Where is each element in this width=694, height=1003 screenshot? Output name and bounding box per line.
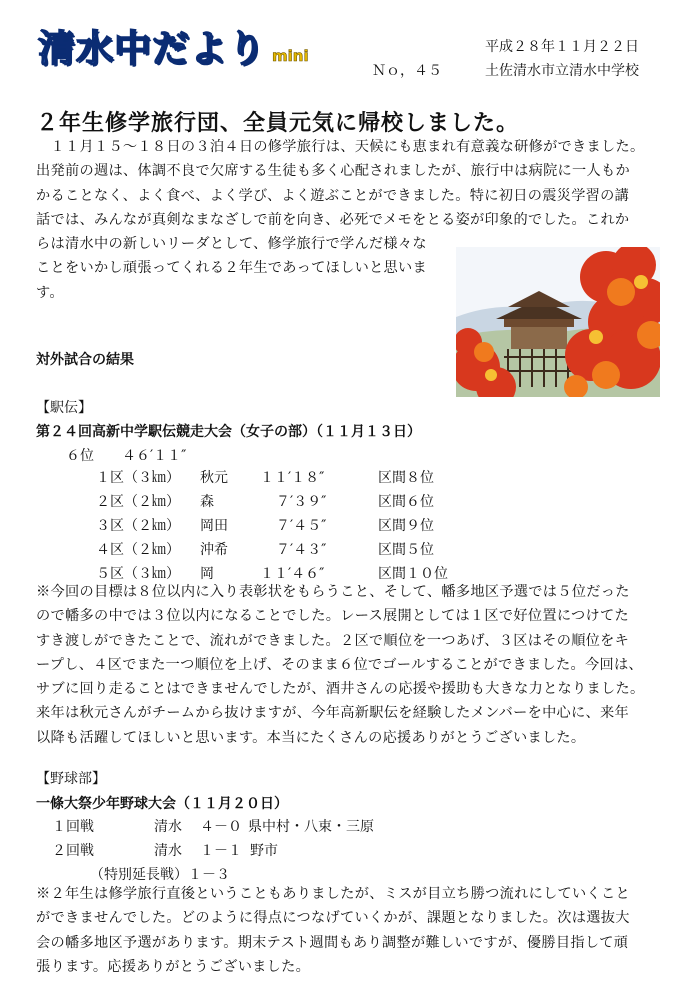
section-title: 対外試合の結果 (36, 352, 134, 368)
ekiden-comment (36, 580, 666, 750)
runner-name: 秋元 (200, 470, 228, 486)
leg-time: １１′４６″ (260, 566, 325, 582)
comment-line: ※２年生は修学旅行直後ということもありましたが、ミスが目立ち勝つ流れにしていくこと (36, 886, 630, 902)
baseball-header: 【野球部】 (36, 771, 106, 787)
table-row (0, 467, 694, 491)
game-opponent: 県中村・八束・三原 (248, 819, 374, 835)
ekiden-result: ６位 ４６′１１″ (66, 448, 187, 464)
comment-line: ができませんでした。どのように得点につなげていくかが、課題となりました。次は選抜大 (36, 910, 630, 927)
game-team: 清水 (154, 843, 182, 859)
intro-line: 出発前の週は、体調不良で欠席する生徒も多く心配されましたが、旅行中は病院に一人もか (36, 163, 630, 180)
game-round: １回戦 (52, 819, 94, 835)
comment-line: 来年は秋元さんがチームから抜けますが、今年高新駅伝を経験したメンバーを中心に、来年 (36, 705, 629, 722)
intro-line: らは清水中の新しいリーダとして、修学旅行で学んだ様々な (36, 236, 427, 253)
runner-name: 森 (200, 494, 214, 510)
ekiden-legs-table (0, 467, 694, 587)
table-row (0, 816, 694, 840)
ekiden-header: 【駅伝】 (36, 400, 92, 416)
leg-rank: 区間９位 (378, 518, 434, 534)
masthead (38, 18, 309, 74)
table-row (0, 840, 694, 864)
intro-line: かることなく、よく食べ、よく学び、よく遊ぶことができました。特に初日の震災学習の講 (36, 187, 630, 204)
game-score: １－１ (200, 843, 242, 859)
comment-line: ので幡多の中では３位以内になることでした。レース展開としては１区で好位置につけてた (36, 608, 629, 625)
temple-autumn-illustration (456, 247, 660, 397)
leg-time: ７′４５″ (276, 518, 327, 534)
runner-name: 沖希 (200, 542, 228, 558)
comment-line: サブに回り走ることはできませんでしたが、酒井さんの応援や援助も大きな力となりました。 (36, 681, 645, 698)
leg-rank: 区間６位 (378, 494, 434, 510)
leg-rank: 区間８位 (378, 470, 434, 486)
masthead-sub: mini (272, 47, 309, 65)
game-score: ４－０ (200, 819, 242, 835)
baseball-comment (36, 882, 666, 979)
leg-time: １１′１８″ (260, 470, 325, 486)
leg-label: ３区（２㎞） (96, 518, 180, 534)
leg-rank: 区間１０位 (378, 566, 448, 582)
runner-name: 岡 (200, 566, 214, 582)
table-row (0, 491, 694, 515)
game-opponent: 野市 (250, 843, 278, 859)
table-row (0, 515, 694, 539)
issue-number: Ｎｏ，４５ (372, 63, 442, 79)
ekiden-event: 第２４回高新中学駅伝競走大会（女子の部）（１１月１３日） (36, 424, 421, 440)
intro-line: １１月１５～１８日の３泊４日の修学旅行は、天候にも恵まれ有意義な研修ができました。 (36, 139, 645, 155)
masthead-title: 清水中だより (38, 27, 266, 70)
comment-line: 張ります。応援ありがとうございました。 (36, 958, 311, 975)
comment-line: ※今回の目標は８位以内に入り表彰状をもらうこと、そして、幡多地区予選では５位だった (36, 584, 630, 600)
leg-time: ７′３９″ (276, 494, 327, 510)
headline: ２年生修学旅行団、全員元気に帰校しました。 (36, 110, 520, 136)
leg-rank: 区間５位 (378, 542, 434, 558)
leg-label: ４区（２㎞） (96, 542, 180, 558)
comment-line: 以降も活躍してほしいと思います。本当にたくさんの応援ありがとうございました。 (36, 729, 586, 746)
intro-line: ことをいかし頑張ってくれる２年生であってほしいと思いま (36, 260, 428, 277)
intro-line: す。 (36, 284, 64, 301)
game-round: ２回戦 (52, 843, 94, 859)
leg-time: ７′４３″ (276, 542, 327, 558)
extra-innings: （特別延長戦）１－３ (90, 867, 230, 883)
baseball-games (0, 816, 694, 888)
comment-line: 会の幡多地区予選があります。期末テスト週間もあり調整が難しいですが、優勝目指して頑 (36, 934, 629, 951)
leg-label: ５区（３㎞） (96, 566, 180, 582)
issue-date: 平成２８年１１月２２日 (485, 39, 639, 55)
school-name: 土佐清水市立清水中学校 (485, 63, 639, 79)
baseball-event: 一條大祭少年野球大会（１１月２０日） (36, 796, 288, 812)
intro-line: 話では、みんなが真剣なまなざしで前を向き、必死でメモをとる姿が印象的でした。これか (36, 211, 630, 228)
comment-line: すき渡しができたことで、流れができました。２区で順位を一つあげ、３区はその順位をキ (36, 632, 630, 649)
table-row (0, 539, 694, 563)
game-team: 清水 (154, 819, 182, 835)
comment-line: ープし、４区でまた一つ順位を上げ、そのまま６位でゴールすることができました。今回は、 (36, 656, 643, 673)
runner-name: 岡田 (200, 518, 228, 534)
leg-label: １区（３㎞） (96, 470, 180, 486)
leg-label: ２区（２㎞） (96, 494, 180, 510)
